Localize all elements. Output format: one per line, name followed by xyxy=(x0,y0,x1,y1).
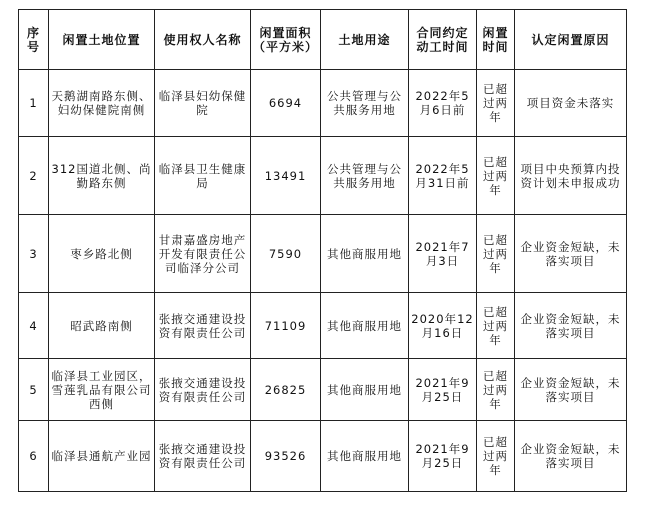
cell-location: 枣乡路北侧 xyxy=(49,215,155,293)
cell-start-time: 2021年9月25日 xyxy=(409,359,477,421)
cell-start-time: 2021年7月3日 xyxy=(409,215,477,293)
cell-start-time: 2022年5月6日前 xyxy=(409,70,477,137)
header-location: 闲置土地位置 xyxy=(49,10,155,70)
cell-area: 26825 xyxy=(251,359,321,421)
cell-location: 昭武路南侧 xyxy=(49,293,155,359)
cell-location: 312国道北侧、尚勤路东侧 xyxy=(49,137,155,215)
cell-idle-time: 已超过两年 xyxy=(477,293,515,359)
cell-usage: 公共管理与公共服务用地 xyxy=(321,70,409,137)
cell-reason: 企业资金短缺，未落实项目 xyxy=(515,359,627,421)
cell-holder: 临泽县妇幼保健院 xyxy=(155,70,251,137)
cell-holder: 张掖交通建设投资有限责任公司 xyxy=(155,421,251,492)
cell-index: 2 xyxy=(19,137,49,215)
table-row xyxy=(19,421,627,492)
cell-reason: 企业资金短缺，未落实项目 xyxy=(515,215,627,293)
idle-land-table xyxy=(18,9,627,492)
cell-idle-time: 已超过两年 xyxy=(477,421,515,492)
table-header xyxy=(19,10,627,70)
cell-area: 6694 xyxy=(251,70,321,137)
table-body xyxy=(19,70,627,492)
cell-holder: 张掖交通建设投资有限责任公司 xyxy=(155,359,251,421)
cell-reason: 项目资金未落实 xyxy=(515,70,627,137)
cell-reason: 企业资金短缺，未落实项目 xyxy=(515,421,627,492)
cell-start-time: 2021年9月25日 xyxy=(409,421,477,492)
cell-index: 3 xyxy=(19,215,49,293)
header-index: 序号 xyxy=(19,10,49,70)
header-start-time: 合同约定动工时间 xyxy=(409,10,477,70)
cell-area: 13491 xyxy=(251,137,321,215)
cell-usage: 其他商服用地 xyxy=(321,421,409,492)
table-row xyxy=(19,293,627,359)
cell-area: 71109 xyxy=(251,293,321,359)
cell-location: 临泽县通航产业园 xyxy=(49,421,155,492)
cell-usage: 其他商服用地 xyxy=(321,215,409,293)
cell-index: 4 xyxy=(19,293,49,359)
cell-idle-time: 已超过两年 xyxy=(477,359,515,421)
cell-area: 93526 xyxy=(251,421,321,492)
cell-idle-time: 已超过两年 xyxy=(477,215,515,293)
cell-usage: 公共管理与公共服务用地 xyxy=(321,137,409,215)
cell-usage: 其他商服用地 xyxy=(321,293,409,359)
cell-index: 1 xyxy=(19,70,49,137)
cell-location: 天鹅湖南路东侧、妇幼保健院南侧 xyxy=(49,70,155,137)
header-holder: 使用权人名称 xyxy=(155,10,251,70)
cell-start-time: 2020年12月16日 xyxy=(409,293,477,359)
cell-location: 临泽县工业园区，雪莲乳品有限公司西侧 xyxy=(49,359,155,421)
header-area: 闲置面积（平方米） xyxy=(251,10,321,70)
cell-holder: 甘肃嘉盛房地产开发有限责任公司临泽分公司 xyxy=(155,215,251,293)
header-reason: 认定闲置原因 xyxy=(515,10,627,70)
header-usage: 土地用途 xyxy=(321,10,409,70)
table-row xyxy=(19,215,627,293)
cell-start-time: 2022年5月31日前 xyxy=(409,137,477,215)
table-row xyxy=(19,137,627,215)
cell-index: 5 xyxy=(19,359,49,421)
cell-reason: 项目中央预算内投资计划未申报成功 xyxy=(515,137,627,215)
table-row xyxy=(19,359,627,421)
table-row xyxy=(19,70,627,137)
header-row xyxy=(19,10,627,70)
cell-index: 6 xyxy=(19,421,49,492)
cell-idle-time: 已超过两年 xyxy=(477,70,515,137)
cell-area: 7590 xyxy=(251,215,321,293)
cell-usage: 其他商服用地 xyxy=(321,359,409,421)
cell-idle-time: 已超过两年 xyxy=(477,137,515,215)
header-idle-time: 闲置时间 xyxy=(477,10,515,70)
cell-holder: 张掖交通建设投资有限责任公司 xyxy=(155,293,251,359)
cell-reason: 企业资金短缺，未落实项目 xyxy=(515,293,627,359)
cell-holder: 临泽县卫生健康局 xyxy=(155,137,251,215)
